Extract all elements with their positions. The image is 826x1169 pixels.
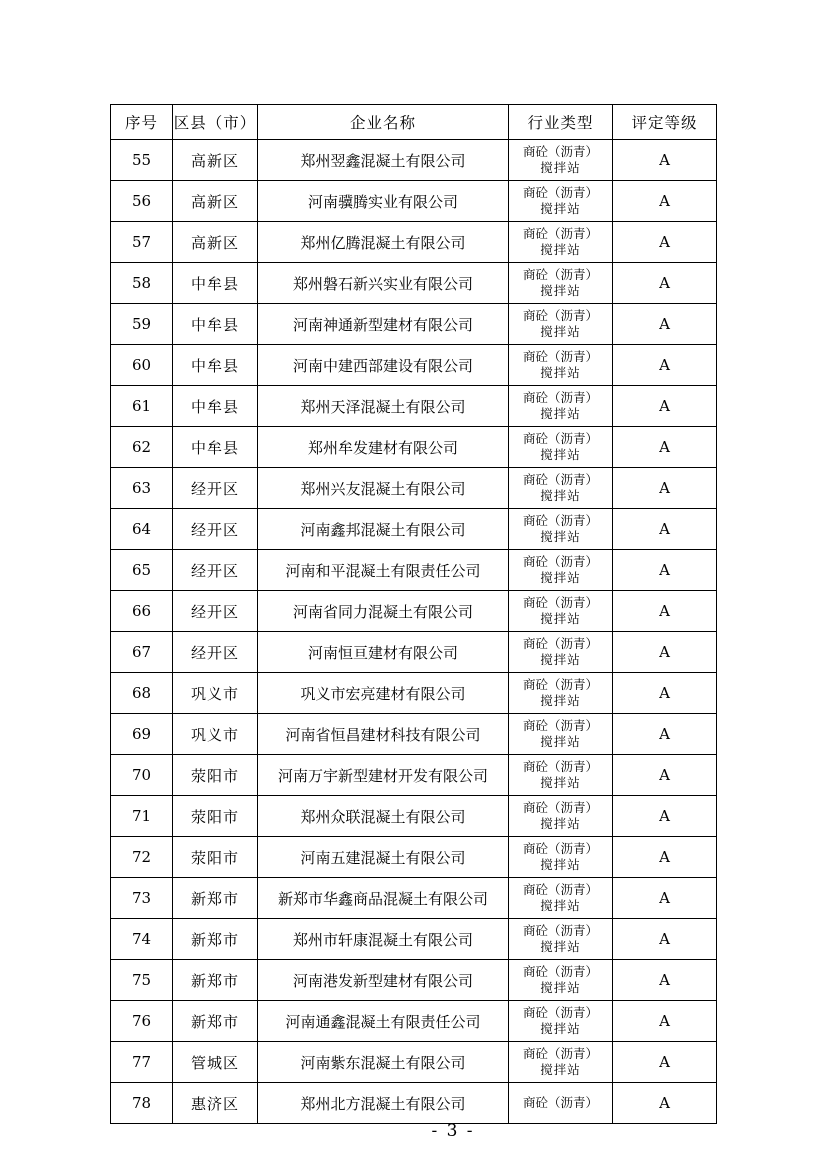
- cell-rating-grade: A: [613, 673, 717, 714]
- table-row: [111, 222, 717, 263]
- industry-line-2: 搅拌站: [540, 652, 581, 667]
- cell-district: 惠济区: [173, 1083, 258, 1124]
- cell-enterprise-name: 巩义市宏亮建材有限公司: [258, 673, 509, 714]
- cell-industry-type: [509, 140, 613, 181]
- cell-district: 荥阳市: [173, 837, 258, 878]
- cell-district: 管城区: [173, 1042, 258, 1083]
- industry-line-2: 搅拌站: [540, 201, 581, 216]
- industry-line-2: 搅拌站: [540, 980, 581, 995]
- industry-line-1: 商砼（沥青）: [522, 759, 598, 775]
- cell-seq: 56: [111, 181, 173, 222]
- cell-district: 巩义市: [173, 673, 258, 714]
- cell-rating-grade: A: [613, 345, 717, 386]
- cell-district: 高新区: [173, 222, 258, 263]
- cell-industry-type: [509, 796, 613, 837]
- cell-industry-type: [509, 1001, 613, 1042]
- cell-industry-type: [509, 1083, 613, 1124]
- cell-enterprise-name: 河南省同力混凝土有限公司: [258, 591, 509, 632]
- industry-line-2: 搅拌站: [540, 160, 581, 175]
- industry-line-1: 商砼（沥青）: [522, 472, 598, 488]
- cell-enterprise-name: 新郑市华鑫商品混凝土有限公司: [258, 878, 509, 919]
- cell-industry-type: [509, 550, 613, 591]
- cell-enterprise-name: 郑州兴友混凝土有限公司: [258, 468, 509, 509]
- cell-enterprise-name: 河南五建混凝土有限公司: [258, 837, 509, 878]
- cell-enterprise-name: 河南和平混凝土有限责任公司: [258, 550, 509, 591]
- cell-enterprise-name: 河南通鑫混凝土有限责任公司: [258, 1001, 509, 1042]
- table-row: [111, 1001, 717, 1042]
- cell-industry-type: [509, 1042, 613, 1083]
- cell-industry-type: [509, 673, 613, 714]
- industry-line-2: 搅拌站: [540, 529, 581, 544]
- cell-industry-type: [509, 632, 613, 673]
- cell-seq: 61: [111, 386, 173, 427]
- cell-enterprise-name: 河南中建西部建设有限公司: [258, 345, 509, 386]
- cell-district: 经开区: [173, 468, 258, 509]
- table-row: [111, 878, 717, 919]
- industry-line-2: 搅拌站: [540, 406, 581, 421]
- cell-rating-grade: A: [613, 1042, 717, 1083]
- industry-line-2: 搅拌站: [540, 816, 581, 831]
- industry-line-2: 搅拌站: [540, 365, 581, 380]
- cell-district: 中牟县: [173, 386, 258, 427]
- cell-district: 新郑市: [173, 1001, 258, 1042]
- cell-district: 经开区: [173, 550, 258, 591]
- table-row: [111, 140, 717, 181]
- cell-enterprise-name: 河南神通新型建材有限公司: [258, 304, 509, 345]
- cell-industry-type: [509, 714, 613, 755]
- cell-district: 中牟县: [173, 304, 258, 345]
- cell-district: 高新区: [173, 181, 258, 222]
- industry-line-1: 商砼（沥青）: [522, 144, 598, 160]
- industry-line-2: 搅拌站: [540, 570, 581, 585]
- cell-rating-grade: A: [613, 878, 717, 919]
- table-row: [111, 386, 717, 427]
- cell-seq: 67: [111, 632, 173, 673]
- table-row: [111, 919, 717, 960]
- industry-line-1: 商砼（沥青）: [522, 226, 598, 242]
- enterprise-rating-table: [110, 104, 717, 1124]
- table-row: [111, 263, 717, 304]
- cell-rating-grade: A: [613, 181, 717, 222]
- cell-district: 新郑市: [173, 919, 258, 960]
- table-row: [111, 1083, 717, 1124]
- cell-district: 经开区: [173, 632, 258, 673]
- cell-rating-grade: A: [613, 960, 717, 1001]
- cell-enterprise-name: 郑州天泽混凝土有限公司: [258, 386, 509, 427]
- cell-district: 荥阳市: [173, 755, 258, 796]
- industry-line-2: 搅拌站: [540, 775, 581, 790]
- cell-seq: 59: [111, 304, 173, 345]
- table-row: [111, 345, 717, 386]
- table-row: [111, 427, 717, 468]
- cell-industry-type: [509, 591, 613, 632]
- cell-rating-grade: A: [613, 591, 717, 632]
- industry-line-2: 搅拌站: [540, 1062, 581, 1077]
- cell-rating-grade: A: [613, 263, 717, 304]
- cell-district: 新郑市: [173, 878, 258, 919]
- cell-enterprise-name: 郑州市轩康混凝土有限公司: [258, 919, 509, 960]
- column-header-district: 区县（市）: [173, 105, 258, 140]
- cell-rating-grade: A: [613, 919, 717, 960]
- table-row: [111, 837, 717, 878]
- industry-line-1: 商砼（沥青）: [522, 390, 598, 406]
- cell-rating-grade: A: [613, 1083, 717, 1124]
- industry-line-1: 商砼（沥青）: [522, 308, 598, 324]
- cell-enterprise-name: 河南恒亘建材有限公司: [258, 632, 509, 673]
- table-row: [111, 632, 717, 673]
- cell-seq: 55: [111, 140, 173, 181]
- cell-rating-grade: A: [613, 796, 717, 837]
- enterprise-rating-table-wrapper: [110, 104, 716, 1124]
- cell-enterprise-name: 郑州翌鑫混凝土有限公司: [258, 140, 509, 181]
- cell-seq: 71: [111, 796, 173, 837]
- cell-seq: 63: [111, 468, 173, 509]
- cell-seq: 62: [111, 427, 173, 468]
- industry-line-1: 商砼（沥青）: [522, 513, 598, 529]
- cell-enterprise-name: 河南鑫邦混凝土有限公司: [258, 509, 509, 550]
- table-row: [111, 673, 717, 714]
- cell-industry-type: [509, 304, 613, 345]
- cell-district: 中牟县: [173, 263, 258, 304]
- industry-line-1: 商砼（沥青）: [522, 554, 598, 570]
- cell-enterprise-name: 河南骥腾实业有限公司: [258, 181, 509, 222]
- industry-line-1: 商砼（沥青）: [522, 1095, 598, 1111]
- cell-industry-type: [509, 837, 613, 878]
- cell-industry-type: [509, 960, 613, 1001]
- industry-line-1: 商砼（沥青）: [522, 185, 598, 201]
- page-number: - 3 -: [431, 1121, 475, 1141]
- cell-rating-grade: A: [613, 509, 717, 550]
- industry-line-1: 商砼（沥青）: [522, 1046, 598, 1062]
- cell-industry-type: [509, 427, 613, 468]
- cell-rating-grade: A: [613, 755, 717, 796]
- industry-line-2: 搅拌站: [540, 447, 581, 462]
- cell-industry-type: [509, 755, 613, 796]
- industry-line-2: 搅拌站: [540, 324, 581, 339]
- cell-rating-grade: A: [613, 427, 717, 468]
- table-header-row: [111, 105, 717, 140]
- table-header: [111, 105, 717, 140]
- cell-seq: 77: [111, 1042, 173, 1083]
- cell-district: 高新区: [173, 140, 258, 181]
- industry-line-1: 商砼（沥青）: [522, 349, 598, 365]
- cell-seq: 68: [111, 673, 173, 714]
- cell-enterprise-name: 郑州牟发建材有限公司: [258, 427, 509, 468]
- cell-seq: 72: [111, 837, 173, 878]
- industry-line-1: 商砼（沥青）: [522, 882, 598, 898]
- cell-rating-grade: A: [613, 140, 717, 181]
- cell-seq: 65: [111, 550, 173, 591]
- industry-line-2: 搅拌站: [540, 1021, 581, 1036]
- industry-line-2: 搅拌站: [540, 898, 581, 913]
- industry-line-2: 搅拌站: [540, 611, 581, 626]
- cell-rating-grade: A: [613, 222, 717, 263]
- column-header-seq: 序号: [111, 105, 173, 140]
- industry-line-1: 商砼（沥青）: [522, 431, 598, 447]
- table-row: [111, 960, 717, 1001]
- industry-line-1: 商砼（沥青）: [522, 636, 598, 652]
- column-header-industry-type: 行业类型: [509, 105, 613, 140]
- table-row: [111, 468, 717, 509]
- industry-line-1: 商砼（沥青）: [522, 800, 598, 816]
- industry-line-1: 商砼（沥青）: [522, 964, 598, 980]
- cell-enterprise-name: 郑州北方混凝土有限公司: [258, 1083, 509, 1124]
- cell-district: 经开区: [173, 509, 258, 550]
- table-row: [111, 509, 717, 550]
- cell-district: 巩义市: [173, 714, 258, 755]
- column-header-rating-grade: 评定等级: [613, 105, 717, 140]
- cell-industry-type: [509, 181, 613, 222]
- cell-district: 新郑市: [173, 960, 258, 1001]
- industry-line-2: 搅拌站: [540, 939, 581, 954]
- cell-industry-type: [509, 386, 613, 427]
- cell-enterprise-name: 河南港发新型建材有限公司: [258, 960, 509, 1001]
- cell-rating-grade: A: [613, 632, 717, 673]
- cell-seq: 57: [111, 222, 173, 263]
- industry-line-2: 搅拌站: [540, 242, 581, 257]
- cell-seq: 74: [111, 919, 173, 960]
- cell-district: 经开区: [173, 591, 258, 632]
- cell-seq: 73: [111, 878, 173, 919]
- industry-line-1: 商砼（沥青）: [522, 923, 598, 939]
- table-row: [111, 550, 717, 591]
- cell-rating-grade: A: [613, 550, 717, 591]
- cell-industry-type: [509, 222, 613, 263]
- cell-industry-type: [509, 468, 613, 509]
- cell-district: 荥阳市: [173, 796, 258, 837]
- cell-seq: 58: [111, 263, 173, 304]
- table-row: [111, 304, 717, 345]
- table-row: [111, 1042, 717, 1083]
- industry-line-1: 商砼（沥青）: [522, 718, 598, 734]
- industry-line-1: 商砼（沥青）: [522, 595, 598, 611]
- cell-rating-grade: A: [613, 714, 717, 755]
- cell-seq: 66: [111, 591, 173, 632]
- table-row: [111, 796, 717, 837]
- cell-industry-type: [509, 919, 613, 960]
- industry-line-1: 商砼（沥青）: [522, 677, 598, 693]
- cell-seq: 69: [111, 714, 173, 755]
- cell-enterprise-name: 郑州亿腾混凝土有限公司: [258, 222, 509, 263]
- table-row: [111, 181, 717, 222]
- cell-rating-grade: A: [613, 468, 717, 509]
- cell-rating-grade: A: [613, 386, 717, 427]
- cell-district: 中牟县: [173, 427, 258, 468]
- industry-line-2: 搅拌站: [540, 283, 581, 298]
- cell-enterprise-name: 郑州众联混凝土有限公司: [258, 796, 509, 837]
- cell-seq: 70: [111, 755, 173, 796]
- industry-line-2: 搅拌站: [540, 693, 581, 708]
- cell-enterprise-name: 河南紫东混凝土有限公司: [258, 1042, 509, 1083]
- industry-line-1: 商砼（沥青）: [522, 841, 598, 857]
- cell-seq: 78: [111, 1083, 173, 1124]
- table-row: [111, 714, 717, 755]
- cell-seq: 76: [111, 1001, 173, 1042]
- cell-industry-type: [509, 263, 613, 304]
- table-body: [111, 140, 717, 1124]
- cell-seq: 64: [111, 509, 173, 550]
- table-row: [111, 755, 717, 796]
- cell-rating-grade: A: [613, 837, 717, 878]
- cell-district: 中牟县: [173, 345, 258, 386]
- cell-seq: 75: [111, 960, 173, 1001]
- cell-industry-type: [509, 509, 613, 550]
- industry-line-2: 搅拌站: [540, 488, 581, 503]
- cell-rating-grade: A: [613, 1001, 717, 1042]
- cell-enterprise-name: 郑州磐石新兴实业有限公司: [258, 263, 509, 304]
- industry-line-2: 搅拌站: [540, 857, 581, 872]
- cell-enterprise-name: 河南万宇新型建材开发有限公司: [258, 755, 509, 796]
- industry-line-2: 搅拌站: [540, 734, 581, 749]
- cell-enterprise-name: 河南省恒昌建材科技有限公司: [258, 714, 509, 755]
- column-header-enterprise-name: 企业名称: [258, 105, 509, 140]
- cell-seq: 60: [111, 345, 173, 386]
- cell-rating-grade: A: [613, 304, 717, 345]
- industry-line-1: 商砼（沥青）: [522, 1005, 598, 1021]
- cell-industry-type: [509, 878, 613, 919]
- cell-industry-type: [509, 345, 613, 386]
- industry-line-1: 商砼（沥青）: [522, 267, 598, 283]
- table-row: [111, 591, 717, 632]
